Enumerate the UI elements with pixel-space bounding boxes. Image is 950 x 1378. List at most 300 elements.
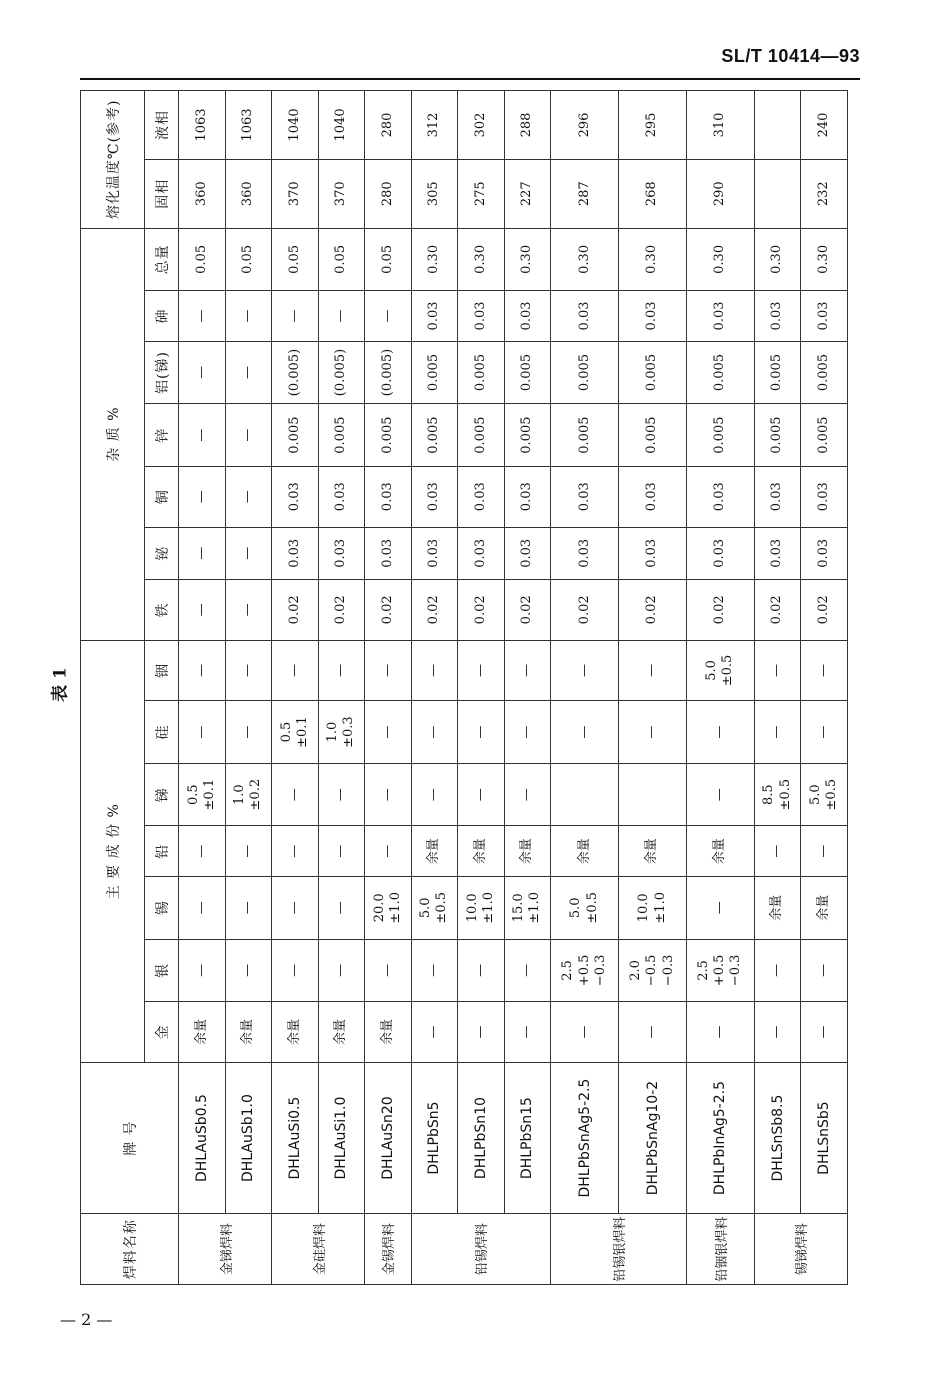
- value-text: —: [379, 663, 395, 677]
- header-col: 液相: [145, 91, 179, 160]
- value-cell: [272, 291, 319, 342]
- value-text: 288: [519, 112, 535, 138]
- value-text: 275: [472, 181, 488, 207]
- value-text: 0.03: [576, 301, 592, 331]
- value-cell: [411, 159, 458, 228]
- value-text: 0.30: [816, 244, 832, 274]
- value-text: —: [240, 663, 256, 677]
- value-text: 296: [576, 112, 592, 138]
- value-cell: [225, 527, 272, 580]
- value-text: —: [286, 663, 302, 677]
- value-cell: [179, 159, 226, 228]
- value-cell: [225, 466, 272, 527]
- value-text: —: [816, 1025, 832, 1039]
- value-cell: [754, 291, 801, 342]
- solder-name: 锡锑焊料: [754, 1214, 847, 1285]
- value-cell: [504, 876, 551, 939]
- value-text: —: [333, 309, 349, 323]
- grade-code: DHLAuSn20: [365, 1062, 412, 1214]
- value-text: —: [519, 663, 535, 677]
- value-text: 0.005: [769, 416, 785, 454]
- value-text: 295: [644, 112, 660, 138]
- value-text: 0.03: [576, 482, 592, 512]
- value-text: —: [644, 725, 660, 739]
- value-text: 余量: [379, 1019, 395, 1046]
- value-cell: [411, 826, 458, 877]
- value-text: —: [286, 963, 302, 977]
- value-text: —: [193, 901, 209, 915]
- value-cell: [619, 404, 687, 467]
- value-cell: [179, 466, 226, 527]
- value-text: 5.0 ±0.5: [418, 892, 450, 924]
- value-cell: [458, 527, 505, 580]
- value-text: —: [712, 1025, 728, 1039]
- value-cell: [318, 876, 365, 939]
- value-cell: [504, 763, 551, 826]
- value-text: 360: [240, 181, 256, 207]
- value-text: 余量: [240, 1019, 256, 1046]
- value-cell: [272, 939, 319, 1002]
- value-cell: [504, 228, 551, 291]
- value-text: 227: [519, 181, 535, 207]
- value-text: 0.005: [712, 416, 728, 454]
- value-text: —: [426, 963, 442, 977]
- value-cell: [411, 939, 458, 1002]
- value-text: (0.005): [333, 348, 349, 397]
- value-text: —: [769, 844, 785, 858]
- value-cell: [458, 826, 505, 877]
- value-cell: [619, 876, 687, 939]
- value-text: 0.02: [576, 595, 592, 625]
- value-cell: [365, 228, 412, 291]
- grade-code: DHLPbSnAg5-2.5: [551, 1062, 619, 1214]
- value-cell: [225, 404, 272, 467]
- header-impurity: 杂 质 %: [81, 228, 145, 640]
- value-cell: [365, 527, 412, 580]
- value-cell: [551, 701, 619, 764]
- value-text: 312: [426, 112, 442, 138]
- value-text: 0.03: [712, 482, 728, 512]
- value-text: —: [472, 963, 488, 977]
- value-cell: [225, 939, 272, 1002]
- value-text: 305: [426, 181, 442, 207]
- value-text: —: [379, 788, 395, 802]
- value-text: 0.005: [379, 416, 395, 454]
- value-cell: [458, 91, 505, 160]
- value-cell: [272, 876, 319, 939]
- value-cell: [411, 291, 458, 342]
- value-cell: [504, 291, 551, 342]
- value-text: —: [379, 963, 395, 977]
- value-cell: [272, 466, 319, 527]
- value-cell: [801, 228, 848, 291]
- value-cell: [801, 527, 848, 580]
- value-text: —: [816, 844, 832, 858]
- value-text: 1.0 ±0.3: [325, 716, 357, 748]
- value-cell: [318, 939, 365, 1002]
- value-text: —: [712, 901, 728, 915]
- value-text: —: [193, 844, 209, 858]
- value-text: —: [426, 788, 442, 802]
- value-cell: [179, 527, 226, 580]
- value-cell: [801, 341, 848, 404]
- value-text: 8.5 ±0.5: [761, 778, 793, 811]
- value-cell: [551, 640, 619, 701]
- value-text: 0.005: [519, 353, 535, 392]
- value-cell: [272, 91, 319, 160]
- value-cell: [754, 580, 801, 641]
- solder-name: 铅锡银焊料: [551, 1214, 687, 1285]
- header-col: 锡: [145, 876, 179, 939]
- value-cell: [686, 404, 754, 467]
- value-text: —: [240, 901, 256, 915]
- value-cell: [686, 291, 754, 342]
- value-text: 0.03: [472, 482, 488, 512]
- value-text: 0.05: [286, 244, 302, 274]
- value-cell: [754, 763, 801, 826]
- value-cell: [551, 291, 619, 342]
- value-cell: [686, 341, 754, 404]
- value-cell: [686, 91, 754, 160]
- value-text: 0.03: [816, 301, 832, 331]
- grade-code: DHLAuSb0.5: [179, 1062, 226, 1214]
- value-cell: [318, 527, 365, 580]
- page-number: — 2 —: [60, 1310, 113, 1329]
- header-col: 锌: [145, 404, 179, 467]
- value-cell: [272, 1002, 319, 1063]
- table-row: [504, 91, 551, 1285]
- value-cell: [754, 939, 801, 1002]
- value-text: 0.03: [333, 538, 349, 568]
- header-col: 硅: [145, 701, 179, 764]
- value-text: 余量: [286, 1019, 302, 1046]
- value-cell: [225, 341, 272, 404]
- value-text: 余量: [426, 838, 442, 865]
- value-cell: [458, 466, 505, 527]
- rotated-table-wrapper: [80, 90, 848, 1285]
- grade-code: DHLPbSn10: [458, 1062, 505, 1214]
- value-text: —: [240, 428, 256, 442]
- value-cell: [551, 1002, 619, 1063]
- value-text: 0.005: [576, 353, 592, 392]
- value-cell: [179, 939, 226, 1002]
- value-text: 5.0 ±0.5: [568, 892, 600, 924]
- value-cell: [504, 91, 551, 160]
- value-text: 370: [333, 181, 349, 207]
- value-cell: [179, 580, 226, 641]
- value-cell: [179, 341, 226, 404]
- value-cell: [801, 640, 848, 701]
- value-cell: [686, 939, 754, 1002]
- table-row: [619, 91, 687, 1285]
- value-text: 0.02: [379, 595, 395, 625]
- value-text: 290: [712, 181, 728, 207]
- value-text: 5.0 ±0.5: [704, 654, 736, 687]
- value-text: —: [426, 725, 442, 739]
- value-text: 0.5 ±0.1: [185, 778, 217, 811]
- value-cell: [686, 466, 754, 527]
- value-cell: [458, 763, 505, 826]
- value-cell: [411, 876, 458, 939]
- value-text: 0.30: [426, 244, 442, 274]
- value-cell: [686, 527, 754, 580]
- value-text: —: [240, 725, 256, 739]
- value-text: —: [379, 844, 395, 858]
- table-row: [225, 91, 272, 1285]
- value-text: —: [193, 546, 209, 560]
- value-cell: [619, 159, 687, 228]
- value-cell: [179, 701, 226, 764]
- grade-code: DHLAuSb1.0: [225, 1062, 272, 1214]
- value-text: 0.05: [193, 244, 209, 274]
- value-cell: [801, 876, 848, 939]
- value-cell: [272, 826, 319, 877]
- value-cell: [551, 91, 619, 160]
- value-text: —: [240, 309, 256, 323]
- table-row: [551, 91, 619, 1285]
- value-cell: [365, 341, 412, 404]
- value-text: 0.30: [576, 244, 592, 274]
- value-cell: [551, 876, 619, 939]
- value-cell: [318, 826, 365, 877]
- value-cell: [272, 701, 319, 764]
- value-cell: [365, 826, 412, 877]
- value-cell: [458, 876, 505, 939]
- value-cell: [754, 404, 801, 467]
- value-text: —: [286, 309, 302, 323]
- header-col: 铟: [145, 640, 179, 701]
- value-cell: [458, 640, 505, 701]
- value-text: 0.03: [519, 538, 535, 568]
- value-cell: [504, 341, 551, 404]
- value-text: 0.03: [712, 538, 728, 568]
- value-text: —: [193, 366, 209, 380]
- value-text: —: [769, 725, 785, 739]
- value-cell: [272, 228, 319, 291]
- value-text: 余量: [816, 894, 832, 921]
- value-text: 20.0 ±1.0: [371, 892, 403, 924]
- value-cell: [411, 640, 458, 701]
- header-name: 焊料名称: [81, 1214, 179, 1285]
- value-cell: [504, 939, 551, 1002]
- value-text: —: [644, 1025, 660, 1039]
- value-text: —: [193, 428, 209, 442]
- header-col: 铝(锑): [145, 341, 179, 404]
- value-text: 0.005: [333, 416, 349, 454]
- value-cell: [619, 1002, 687, 1063]
- value-text: 0.02: [712, 595, 728, 625]
- value-cell: [272, 404, 319, 467]
- value-text: 1.0 ±0.2: [232, 778, 264, 811]
- value-cell: [754, 826, 801, 877]
- value-cell: [458, 580, 505, 641]
- value-text: 余量: [576, 838, 592, 865]
- value-cell: [504, 701, 551, 764]
- value-cell: [619, 466, 687, 527]
- solder-name: 金锡焊料: [365, 1214, 412, 1285]
- value-text: —: [333, 844, 349, 858]
- value-cell: [272, 527, 319, 580]
- value-text: —: [472, 725, 488, 739]
- value-cell: [754, 228, 801, 291]
- value-cell: [801, 826, 848, 877]
- value-cell: [458, 159, 505, 228]
- value-cell: [686, 1002, 754, 1063]
- value-cell: [619, 763, 687, 826]
- value-text: 1040: [286, 108, 302, 142]
- value-text: —: [472, 663, 488, 677]
- grade-code: DHLPbSn15: [504, 1062, 551, 1214]
- header-grade: 牌 号: [81, 1062, 179, 1214]
- value-cell: [551, 826, 619, 877]
- value-cell: [411, 466, 458, 527]
- value-cell: [225, 580, 272, 641]
- value-cell: [225, 291, 272, 342]
- value-text: —: [286, 788, 302, 802]
- value-cell: [754, 876, 801, 939]
- value-text: —: [193, 663, 209, 677]
- value-text: —: [193, 309, 209, 323]
- value-cell: [318, 466, 365, 527]
- value-cell: [801, 580, 848, 641]
- value-text: 0.03: [472, 538, 488, 568]
- value-text: —: [472, 1025, 488, 1039]
- value-text: 0.03: [333, 482, 349, 512]
- value-text: —: [712, 788, 728, 802]
- value-text: —: [769, 663, 785, 677]
- value-cell: [365, 91, 412, 160]
- value-cell: [272, 580, 319, 641]
- value-text: 0.005: [286, 416, 302, 454]
- header-col: 金: [145, 1002, 179, 1063]
- value-cell: [551, 466, 619, 527]
- value-text: 0.05: [379, 244, 395, 274]
- value-cell: [365, 1002, 412, 1063]
- value-cell: [225, 876, 272, 939]
- value-cell: [179, 1002, 226, 1063]
- value-cell: [551, 228, 619, 291]
- value-text: —: [240, 963, 256, 977]
- value-text: 1040: [333, 108, 349, 142]
- value-text: 0.02: [426, 595, 442, 625]
- value-text: 0.03: [816, 538, 832, 568]
- value-cell: [686, 876, 754, 939]
- value-text: 0.02: [519, 595, 535, 625]
- value-cell: [411, 701, 458, 764]
- value-cell: [686, 763, 754, 826]
- value-text: —: [333, 788, 349, 802]
- value-text: —: [519, 963, 535, 977]
- value-text: 0.03: [286, 538, 302, 568]
- value-text: 0.03: [712, 301, 728, 331]
- value-cell: [458, 701, 505, 764]
- header-col: 锑: [145, 763, 179, 826]
- value-text: —: [333, 901, 349, 915]
- value-text: —: [240, 844, 256, 858]
- value-cell: [504, 580, 551, 641]
- value-cell: [411, 341, 458, 404]
- value-cell: [551, 580, 619, 641]
- value-cell: [225, 763, 272, 826]
- header-composition: 主 要 成 份 %: [81, 640, 145, 1062]
- value-text: 240: [816, 112, 832, 138]
- value-text: —: [193, 963, 209, 977]
- value-cell: [551, 404, 619, 467]
- value-text: —: [193, 603, 209, 617]
- value-text: 268: [644, 181, 660, 207]
- value-cell: [318, 159, 365, 228]
- value-cell: [551, 341, 619, 404]
- value-cell: [318, 291, 365, 342]
- value-text: 280: [379, 112, 395, 138]
- value-cell: [458, 341, 505, 404]
- value-cell: [179, 826, 226, 877]
- value-text: 余量: [644, 838, 660, 865]
- value-cell: [318, 404, 365, 467]
- value-text: 0.005: [576, 416, 592, 454]
- value-cell: [619, 826, 687, 877]
- value-cell: [225, 701, 272, 764]
- table-row: [801, 91, 848, 1285]
- grade-code: DHLPbSn5: [411, 1062, 458, 1214]
- value-cell: [754, 701, 801, 764]
- value-text: —: [519, 1025, 535, 1039]
- value-text: —: [519, 788, 535, 802]
- value-cell: [686, 228, 754, 291]
- value-text: 10.0 ±1.0: [636, 892, 668, 924]
- value-cell: [365, 159, 412, 228]
- value-cell: [365, 701, 412, 764]
- value-text: 0.005: [472, 353, 488, 392]
- value-text: 余量: [193, 1019, 209, 1046]
- value-text: 0.30: [769, 244, 785, 274]
- value-text: —: [769, 963, 785, 977]
- value-cell: [179, 91, 226, 160]
- value-text: 0.03: [379, 482, 395, 512]
- table-row: [458, 91, 505, 1285]
- value-text: —: [816, 725, 832, 739]
- value-cell: [318, 228, 365, 291]
- value-text: (0.005): [379, 348, 395, 397]
- value-text: —: [576, 1025, 592, 1039]
- table-row: [365, 91, 412, 1285]
- value-cell: [619, 939, 687, 1002]
- value-text: 1063: [240, 108, 256, 142]
- value-text: 0.03: [472, 301, 488, 331]
- value-cell: [801, 939, 848, 1002]
- value-text: —: [769, 1025, 785, 1039]
- value-cell: [411, 228, 458, 291]
- value-cell: [504, 1002, 551, 1063]
- solder-name: 金硅焊料: [272, 1214, 365, 1285]
- value-cell: [458, 228, 505, 291]
- value-text: 0.30: [472, 244, 488, 274]
- value-text: —: [333, 663, 349, 677]
- value-text: 0.02: [286, 595, 302, 625]
- value-text: —: [240, 490, 256, 504]
- value-cell: [504, 159, 551, 228]
- value-cell: [365, 763, 412, 826]
- value-text: 360: [193, 181, 209, 207]
- value-text: 370: [286, 181, 302, 207]
- value-text: —: [379, 725, 395, 739]
- value-text: 0.005: [816, 416, 832, 454]
- value-text: 0.03: [286, 482, 302, 512]
- value-cell: [619, 640, 687, 701]
- value-cell: [318, 580, 365, 641]
- value-text: —: [240, 546, 256, 560]
- value-cell: [686, 580, 754, 641]
